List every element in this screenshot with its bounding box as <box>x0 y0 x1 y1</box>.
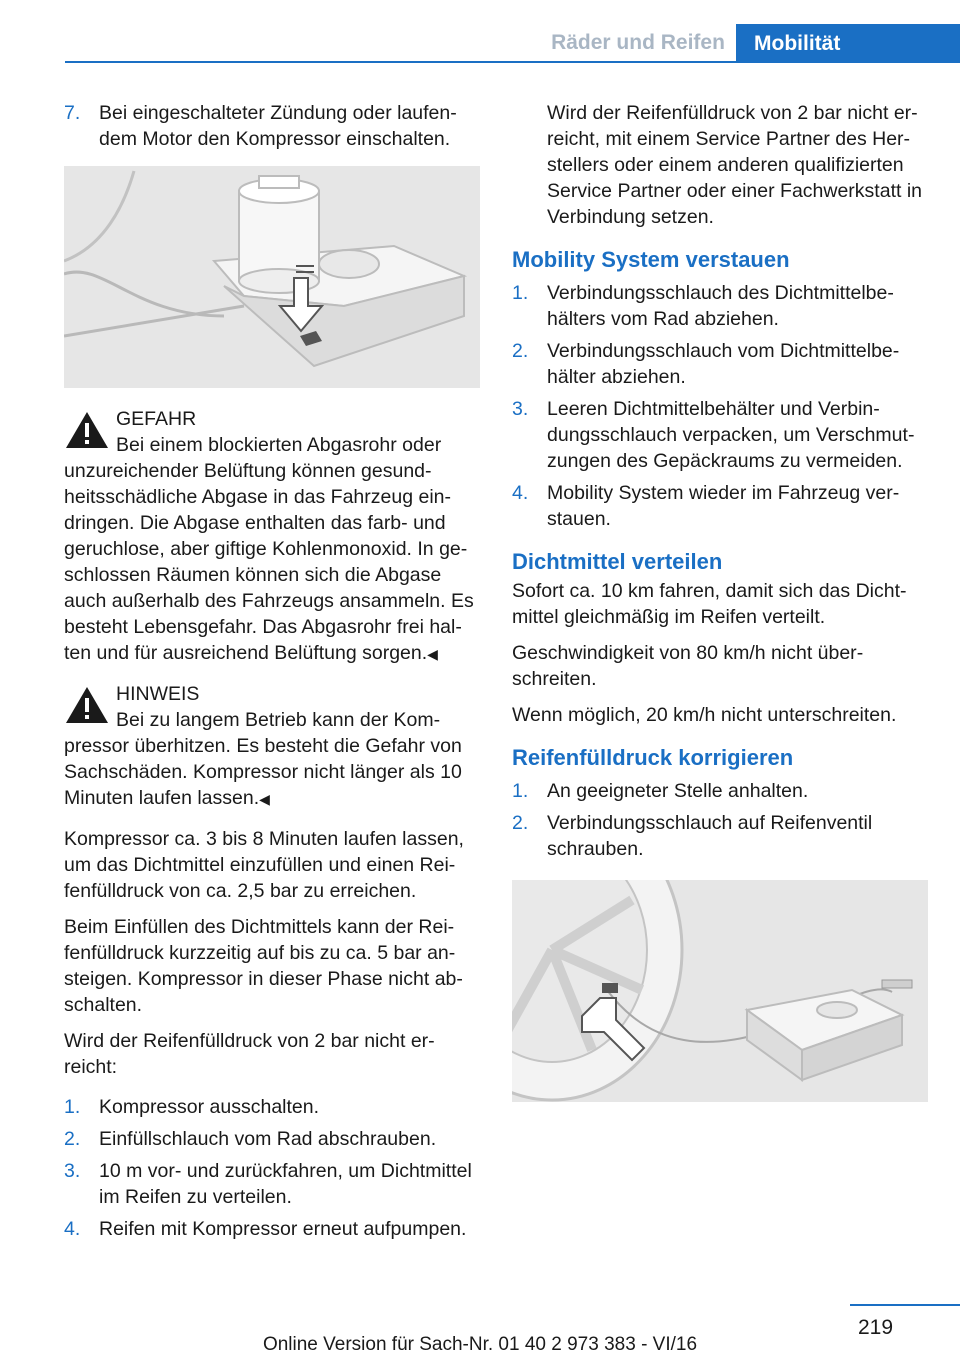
list-item <box>64 100 480 152</box>
step-number: 2. <box>64 1128 81 1150</box>
right-column <box>512 100 930 1120</box>
danger-body: Bei einem blockierten Abgasrohr oder unzureichender Belüftung können gesundheitsschädliche Abgase in das Fahrzeug eindringen. Die Abgase enthalten das farb- und geruchlose, aber giftige Kohlenmonoxid. In geschlossen Räumen können sich die Abgase auch außerhalb des Fahrzeugs ansammeln. Es besteht Lebensgefahr. Das Abgasrohr frei halten und für ausreichend Belüftung sorgen. <box>64 434 474 664</box>
step-text: Verbindungsschlauch auf Reifenventil schrauben. <box>547 812 873 860</box>
step-number: 2. <box>512 812 529 834</box>
step-text: An geeigneter Stelle anhalten. <box>547 780 809 802</box>
warning-triangle-icon <box>64 410 110 450</box>
step-number: 1. <box>64 1096 81 1118</box>
step-number: 4. <box>512 482 529 504</box>
notice-title: HINWEIS <box>116 683 200 705</box>
step-number: 1. <box>512 780 529 802</box>
paragraph: Wird der Reifenfülldruck von 2 bar nicht erreicht, mit einem Service Partner des Herstellers oder einem anderen qualifizierten Service Partner oder einer Fachwerkstatt in Verbindung setzen. <box>547 102 922 228</box>
list-item <box>512 338 930 390</box>
left-column <box>64 100 480 1248</box>
section-heading: Mobility System verstauen <box>512 247 790 272</box>
end-mark-icon: ◀ <box>259 791 270 807</box>
step-text: Kompressor ausschalten. <box>99 1096 320 1118</box>
list-item <box>64 1126 480 1152</box>
danger-warning <box>64 406 480 667</box>
paragraph: Sofort ca. 10 km fahren, damit sich das Dichtmittel gleichmäßig im Reifen verteilt. <box>512 580 907 628</box>
step-number: 7. <box>64 102 81 124</box>
step-text: Leeren Dichtmittelbehälter und Verbindungsschlauch verpacken, um Verschmutzungen des Gepäckraums zu vermeiden. <box>547 398 915 472</box>
danger-title: GEFAHR <box>116 408 197 430</box>
notice-text <box>64 707 480 812</box>
paragraph: Wird der Reifenfülldruck von 2 bar nicht erreicht: <box>64 1030 435 1078</box>
step-number: 1. <box>512 282 529 304</box>
tire-illustration <box>512 880 928 1102</box>
list-item <box>512 810 930 862</box>
list-item <box>512 280 930 332</box>
page-number: 219 <box>858 1316 894 1339</box>
list-item <box>64 1216 480 1242</box>
step-text: Bei eingeschalteter Zündung oder laufendem Motor den Kompressor einschalten. <box>99 102 457 150</box>
step-text: Mobility System wieder im Fahrzeug verstauen. <box>547 482 900 530</box>
online-version-note: Online Version für Sach-Nr. 01 40 2 973 383 - VI/16 <box>262 1334 698 1355</box>
paragraph: Kompressor ca. 3 bis 8 Minuten laufen lassen, um das Dichtmittel einzufüllen und einen Reifenfülldruck von ca. 2,5 bar zu erreichen. <box>64 828 464 902</box>
step-number: 3. <box>64 1160 81 1182</box>
paragraph: Geschwindigkeit von 80 km/h nicht überschreiten. <box>512 642 864 690</box>
list-item <box>512 396 930 474</box>
step-text: 10 m vor- und zurückfahren, um Dichtmittel im Reifen zu verteilen. <box>99 1160 472 1208</box>
notice-warning <box>64 681 480 812</box>
step-text: Einfüllschlauch vom Rad abschrauben. <box>99 1128 437 1150</box>
step-number: 4. <box>64 1218 81 1240</box>
paragraph: Wenn möglich, 20 km/h nicht unterschreiten. <box>512 704 897 726</box>
paragraph: Beim Einfüllen des Dichtmittels kann der Reifenfülldruck kurzzeitig auf bis zu ca. 5 bar ansteigen. Kompressor in dieser Phase nicht abschalten. <box>64 916 463 1016</box>
chapter-tab[interactable]: Mobilität <box>736 24 960 63</box>
step-text: Verbindungsschlauch vom Dichtmittelbehälter abziehen. <box>547 340 900 388</box>
list-item <box>512 480 930 532</box>
warning-triangle-icon <box>64 685 110 725</box>
section-tab[interactable]: Räder und Reifen <box>551 30 725 54</box>
list-item <box>64 1158 480 1210</box>
section-heading: Dichtmittel verteilen <box>512 549 723 574</box>
notice-body: Bei zu langem Betrieb kann der Kompressor überhitzen. Es besteht die Gefahr von Sachschäden. Kompressor nicht länger als 10 Minuten laufen lassen. <box>64 709 462 809</box>
section-heading: Reifenfülldruck korrigieren <box>512 745 794 770</box>
footer-rule <box>850 1304 960 1306</box>
step-number: 3. <box>512 398 529 420</box>
tire-valve-figure <box>512 880 928 1102</box>
danger-text <box>64 432 480 667</box>
step-number: 2. <box>512 340 529 362</box>
end-mark-icon: ◀ <box>427 646 438 662</box>
compressor-figure <box>64 166 480 388</box>
list-item <box>64 1094 480 1120</box>
step-text: Reifen mit Kompressor erneut aufpumpen. <box>99 1218 467 1240</box>
step-text: Verbindungsschlauch des Dichtmittelbehälters vom Rad abziehen. <box>547 282 894 330</box>
compressor-illustration <box>64 166 480 388</box>
list-item <box>512 778 930 804</box>
